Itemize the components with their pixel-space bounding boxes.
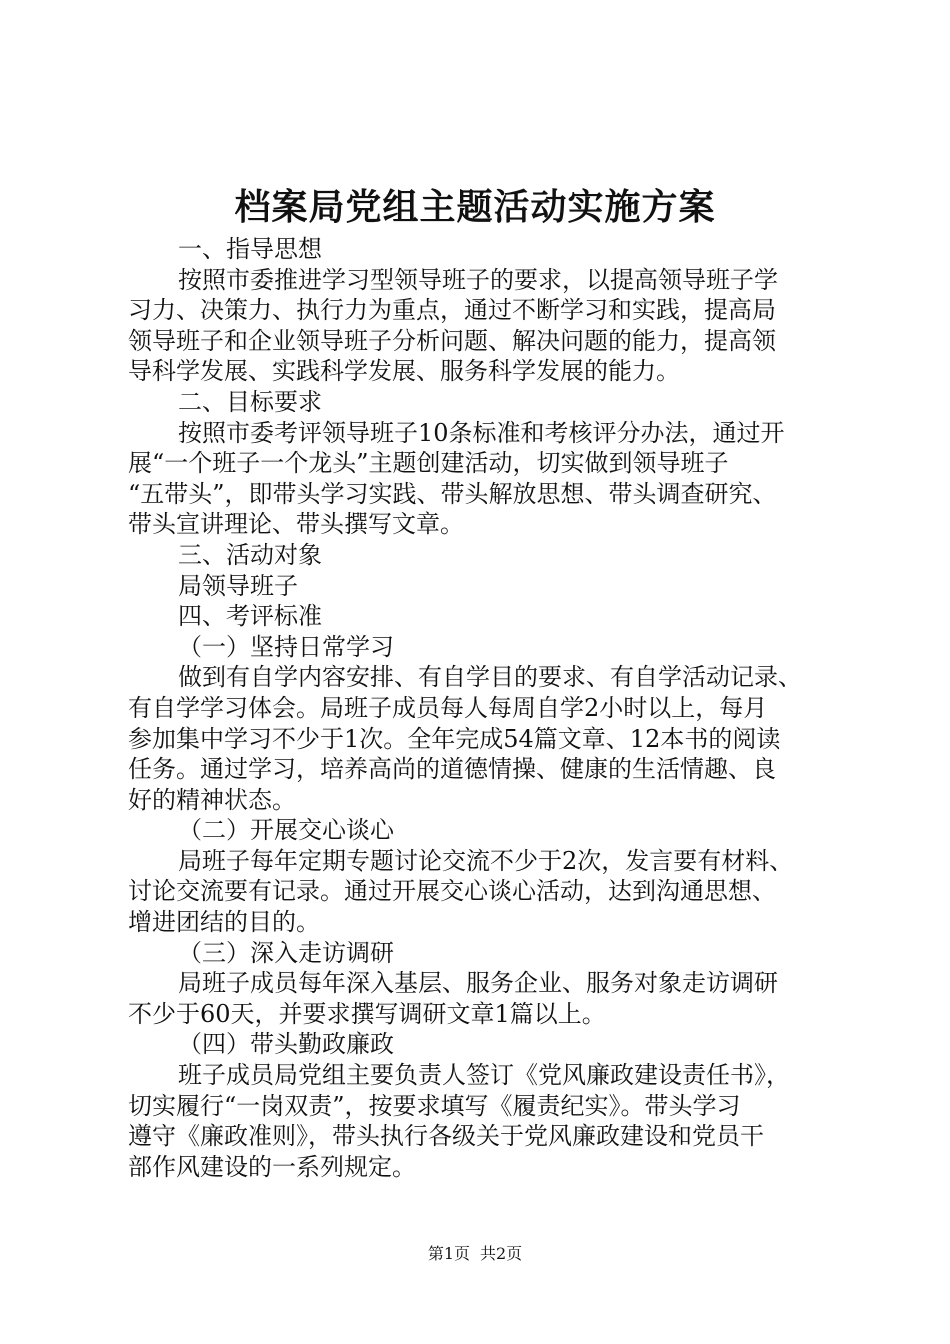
page-number: 第1页 [427,1244,470,1263]
paragraph-line: 展“一个班子一个龙头”主题创建活动，切实做到领导班子 [128,449,729,478]
subsection-heading: （二）开展交心谈心 [178,816,394,845]
subsection-heading: （四）带头勤政廉政 [178,1030,394,1059]
paragraph-line: 按照市委考评领导班子10条标准和考核评分办法，通过开 [178,418,785,447]
paragraph-line: 讨论交流要有记录。通过开展交心谈心活动，达到沟通思想、 [128,877,776,906]
paragraph-line: 做到有自学内容安排、有自学目的要求、有自学活动记录、 [178,663,802,692]
paragraph-line: 领导班子和企业领导班子分析问题、解决问题的能力，提高领 [128,326,776,355]
section-heading: 一、指导思想 [178,235,322,263]
section-heading: 三、活动对象 [178,540,322,569]
paragraph-line: 任务。通过学习，培养高尚的道德情操、健康的生活情趣、良 [128,755,776,784]
subsection-heading: （三）深入走访调研 [178,938,394,967]
page-total: 共2页 [480,1244,523,1263]
subsection-heading: （一）坚持日常学习 [178,632,394,661]
paragraph-line: 带头宣讲理论、带头撰写文章。 [128,510,464,539]
paragraph-line: 有自学学习体会。局班子成员每人每周自学2小时以上，每月 [128,693,768,722]
paragraph-line: “五带头”，即带头学习实践、带头解放思想、带头调查研究、 [128,479,777,508]
document-body [128,234,828,1182]
paragraph-line: 切实履行“一岗双责”，按要求填写《履责纪实》。带头学习 [128,1091,741,1120]
section-heading: 四、考评标准 [178,602,322,631]
paragraph-line: 按照市委推进学习型领导班子的要求，以提高领导班子学 [178,265,778,294]
paragraph-line: 遵守《廉政准则》，带头执行各级关于党风廉政建设和党员干 [128,1122,764,1151]
paragraph-line: 部作风建设的一系列规定。 [128,1152,416,1181]
paragraph-line: 习力、决策力、执行力为重点，通过不断学习和实践，提高局 [128,296,776,325]
paragraph-line: 局班子成员每年深入基层、服务企业、服务对象走访调研 [178,969,778,998]
paragraph-line: 参加集中学习不少于1次。全年完成54篇文章、12本书的阅读 [128,724,781,753]
paragraph-line: 导科学发展、实践科学发展、服务科学发展的能力。 [128,357,680,386]
paragraph-line: 局领导班子 [178,571,298,600]
paragraph-line: 班子成员局党组主要负责人签订《党风廉政建设责任书》， [178,1061,790,1090]
paragraph-line: 增进团结的目的。 [128,908,320,937]
section-heading: 二、目标要求 [178,387,322,416]
paragraph-line: 好的精神状态。 [128,785,296,814]
document-title: 档案局党组主题活动实施方案 [234,187,716,228]
page-footer [0,1243,950,1265]
paragraph-line: 局班子每年定期专题讨论交流不少于2次，发言要有材料、 [178,846,794,875]
paragraph-line: 不少于60天，并要求撰写调研文章1篇以上。 [128,999,606,1028]
